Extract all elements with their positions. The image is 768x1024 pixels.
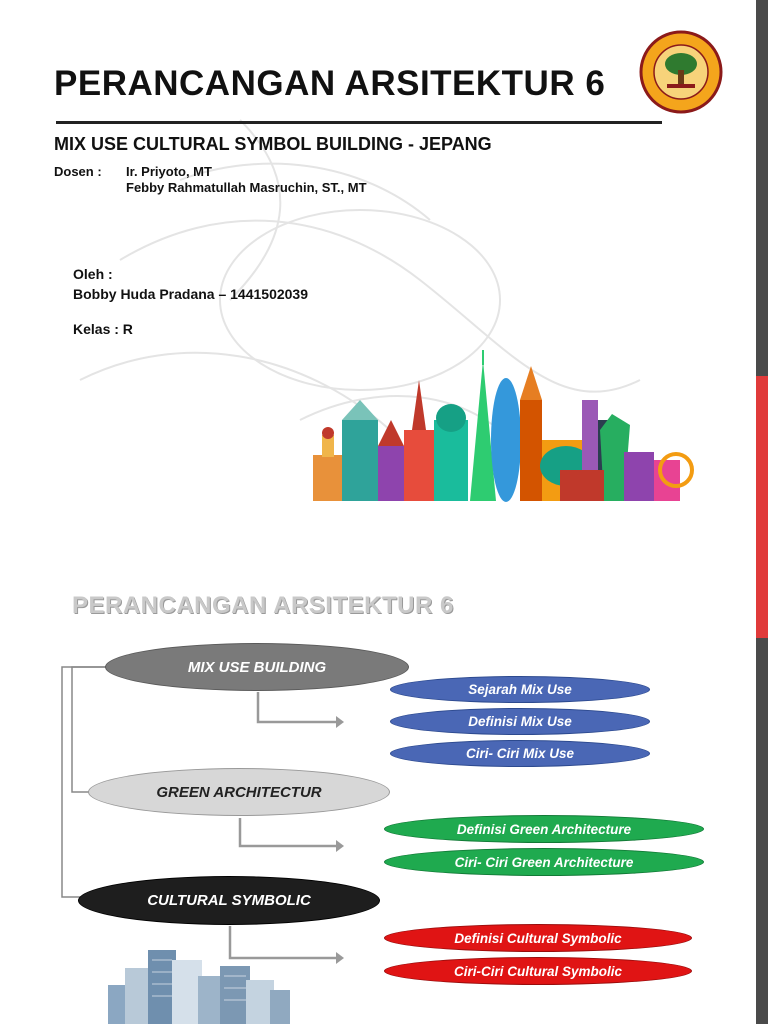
slide1-subtitle: MIX USE CULTURAL SYMBOL BUILDING - JEPANG bbox=[54, 134, 492, 154]
dosen-name-2: Febby Rahmatullah Masruchin, ST., MT bbox=[126, 180, 367, 195]
category-cultural-symbolic: CULTURAL SYMBOLIC bbox=[78, 876, 380, 925]
item-sejarah-mix-use: Sejarah Mix Use bbox=[390, 676, 650, 703]
student-name: Bobby Huda Pradana – 1441502039 bbox=[73, 286, 309, 302]
category-mix-use-building: MIX USE BUILDING bbox=[105, 643, 409, 691]
kelas-label: Kelas : R bbox=[73, 321, 133, 337]
dosen-label: Dosen : bbox=[54, 164, 102, 179]
item-definisi-mix-use: Definisi Mix Use bbox=[390, 708, 650, 735]
item-definisi-cultural-symbolic: Definisi Cultural Symbolic bbox=[384, 924, 692, 952]
slide1-title: PERANCANGAN ARSITEKTUR 6 bbox=[54, 64, 606, 103]
item-ciri-cultural-symbolic: Ciri-Ciri Cultural Symbolic bbox=[384, 957, 692, 985]
oleh-label: Oleh : bbox=[73, 266, 113, 282]
category-green-architecture: GREEN ARCHITECTUR bbox=[88, 768, 390, 816]
slide2-title: PERANCANGAN ARSITEKTUR 6 bbox=[72, 592, 454, 619]
item-definisi-green-architecture: Definisi Green Architecture bbox=[384, 815, 704, 843]
dosen-name-1: Ir. Priyoto, MT bbox=[126, 164, 212, 179]
item-ciri-mix-use: Ciri- Ciri Mix Use bbox=[390, 740, 650, 767]
item-ciri-green-architecture: Ciri- Ciri Green Architecture bbox=[384, 848, 704, 876]
